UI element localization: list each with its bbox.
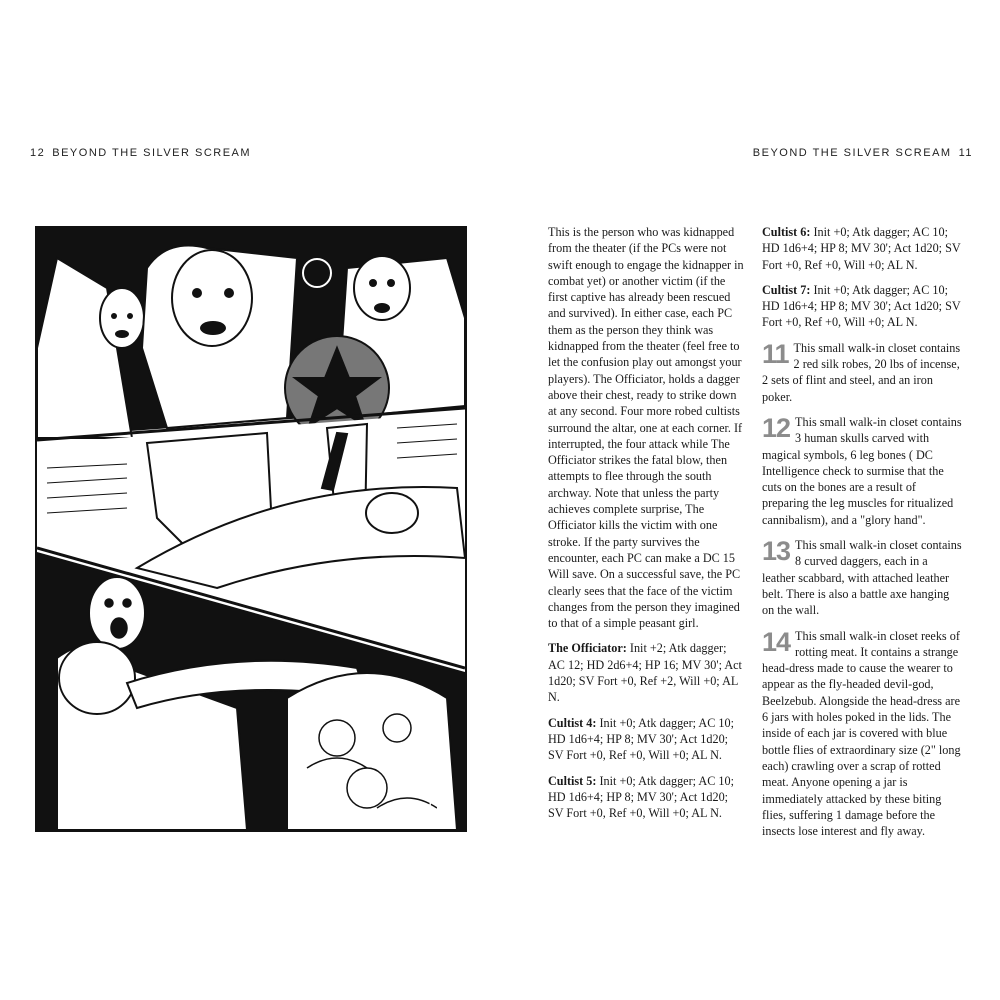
area-entry-13 <box>762 537 962 618</box>
area-text: This small walk-in closet contains 8 curved daggers, each in a leather scabbard, with attached leather belt. There is also a battle axe hanging on the wall. <box>762 538 962 618</box>
area-number: 14 <box>762 626 791 657</box>
stat-text: Init +0; Atk dagger; AC 10; HD 1d6+4; HP 8; MV 30'; Act 1d20; SV Fort +0, Ref +0, Will +0; AL N. <box>548 773 734 821</box>
stat-name: Cultist 4: <box>548 715 597 730</box>
stat-name: Cultist 6: <box>762 225 811 239</box>
ritual-illustration <box>35 226 467 832</box>
area-text: This small walk-in closet reeks of rotting meat. It contains a strange head-dress made to cause the wearer to appear as the fly-headed devil-god, Beelzebub. Alongside the head-dress are 6 jars with holes poked in the lids. The inside of each jar is covered with blue bottle flies of extraordinary size (2" long each) crawling over a scrap of rotted meat. Anyone opening a jar is immediately attacked by these biting flies, suffering 1 damage before the insects lose interest and fly away. <box>762 628 961 839</box>
stat-text: Init +2; Atk dagger; AC 12; HD 2d6+4; HP 16; MV 30'; Act 1d20; SV Fort +0, Ref +2, Will +0; AL N. <box>548 641 742 705</box>
area-number: 12 <box>762 412 791 443</box>
illustration-drawing <box>37 228 465 830</box>
stat-text: Init +0; Atk dagger; AC 10; HD 1d6+4; HP 8; MV 30'; Act 1d20; SV Fort +0, Ref +0, Will +0; AL N. <box>548 715 734 763</box>
running-header-left <box>23 147 251 159</box>
book-title-left: BEYOND THE SILVER SCREAM <box>52 147 252 159</box>
area-text: This small walk-in closet contains 3 human skulls carved with magical symbols, 6 leg bones ( DC Intelligence check to surmise that the cuts on the bones are a result of preparing the leg muscles for ritualized cannibalism), and a "glory hand". <box>762 414 962 527</box>
area-entry-14 <box>762 628 962 840</box>
stat-block-cultist-7 <box>762 282 962 331</box>
svg-text:M: M <box>436 800 446 814</box>
stat-block-cultist-6 <box>762 224 962 273</box>
stat-text: Init +0; Atk dagger; AC 10; HD 1d6+4; HP 8; MV 30'; Act 1d20; SV Fort +0, Ref +0, Will +0; AL N. <box>762 282 961 330</box>
text-column-right <box>762 224 962 848</box>
page-number-right: 11 <box>958 147 973 159</box>
stat-block-officiator <box>548 640 744 705</box>
stat-name: Cultist 5: <box>548 773 597 788</box>
stat-name: The Officiator: <box>548 641 627 656</box>
text-column-middle <box>548 224 744 830</box>
running-header-right <box>753 147 980 159</box>
area-entry-11 <box>762 340 962 405</box>
area-number: 11 <box>762 338 789 369</box>
area-entry-12 <box>762 414 962 528</box>
area-number: 13 <box>762 536 791 567</box>
page-number-left: 12 <box>30 147 46 159</box>
stat-block-cultist-4 <box>548 715 744 764</box>
intro-paragraph: This is the person who was kidnapped from the theater (if the PCs were not swift enough to engage the kidnapper in combat yet) or another victim (if the first captive has already been rescued and survived). In either case, each PC them as the person they think was kidnapped from the theater (feel free to let the confusion play out amongst your players). The Officiator, holds a dagger above their chest, ready to strike down at any second. Four more robed cultists surround the altar, one at each corner. If interrupted, the four attack while The Officiator strikes the fatal blow, then attempts to flee through the south archway. Note that unless the party achieves complete surprise, The Officiator kills the victim with one stroke. If the party survives the encounter, each PC can make a DC 15 Will save. On a successful save, the PC clearly sees that the face of the victim changes from the person they imagined to that of a simple peasant girl. <box>548 225 744 631</box>
area-text: This small walk-in closet contains 2 red silk robes, 20 lbs of incense, 2 sets of flint and steel, and an iron poker. <box>762 340 961 404</box>
book-title-right: BEYOND THE SILVER SCREAM <box>752 147 952 159</box>
stat-block-cultist-5 <box>548 773 744 822</box>
stat-text: Init +0; Atk dagger; AC 10; HD 1d6+4; HP 8; MV 30'; Act 1d20; SV Fort +0, Ref +0, Will +0; AL N. <box>762 225 961 272</box>
stat-name: Cultist 7: <box>762 282 811 297</box>
